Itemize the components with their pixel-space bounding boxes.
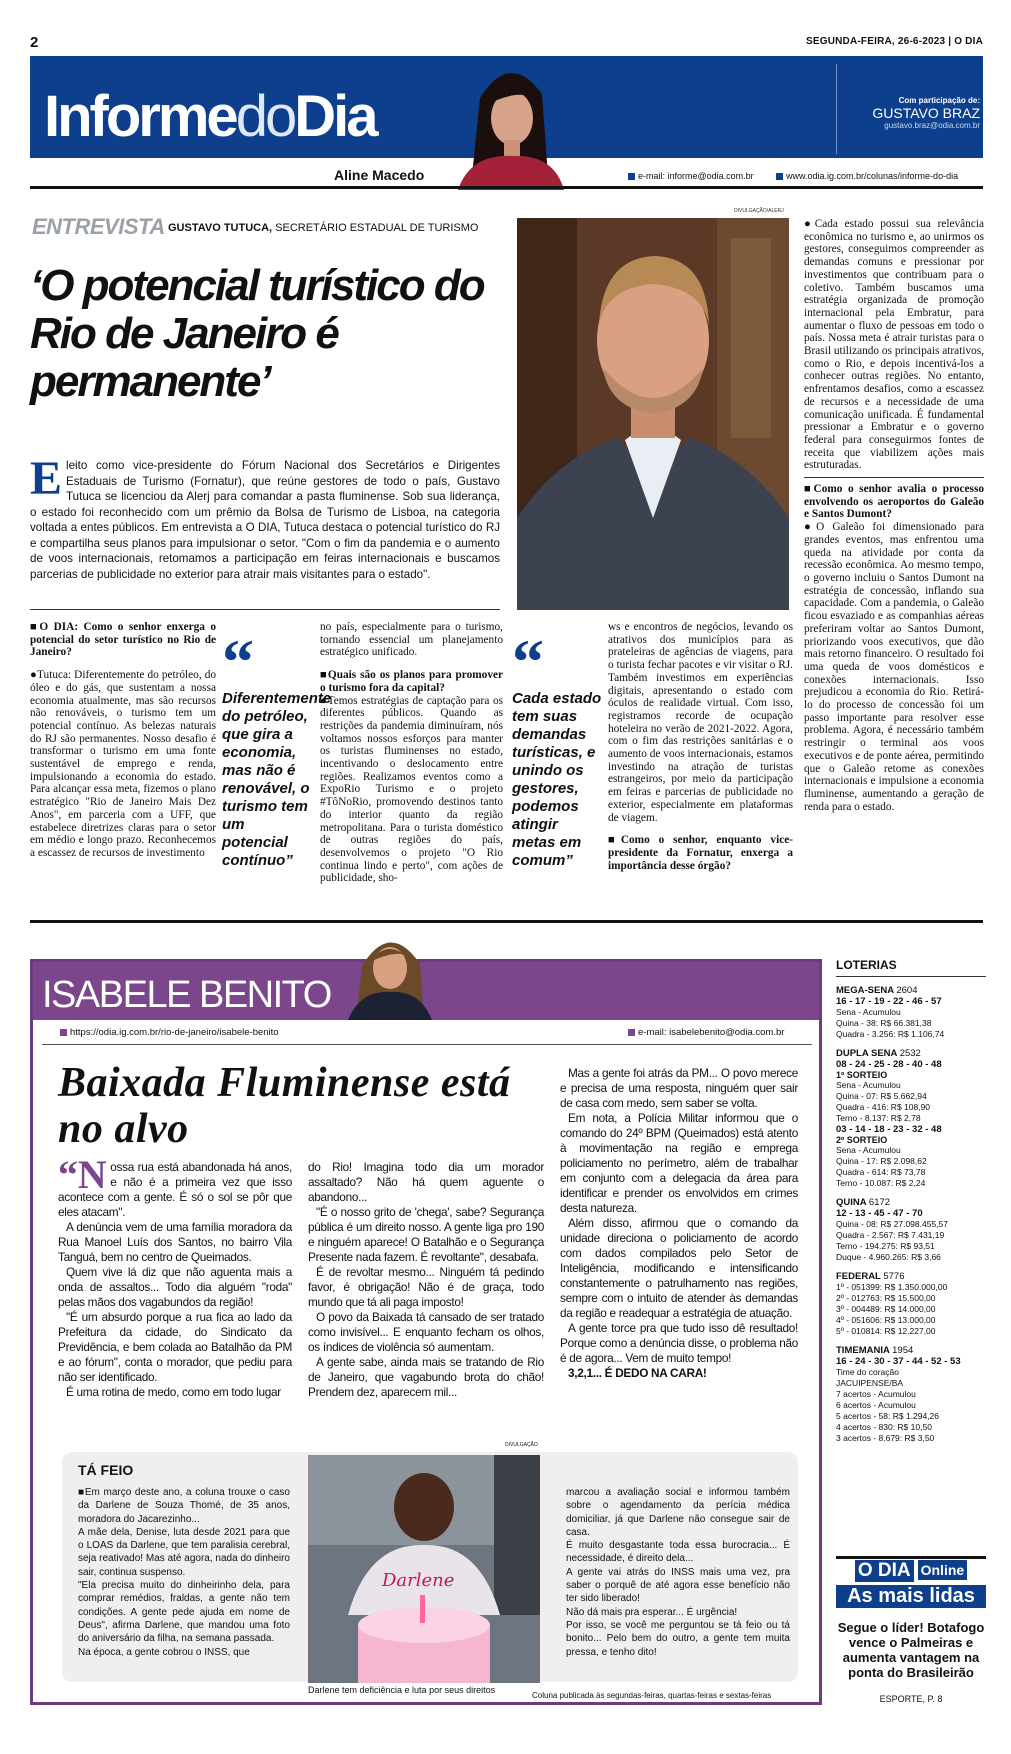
lottery-draw-number: 5776 [883,1271,905,1282]
lottery-numbers: 03 - 14 - 18 - 23 - 32 - 48 [836,1124,942,1135]
isabele-portrait [340,926,440,1020]
lottery-prize-line: 3º - 004489: R$ 14.000,00 [836,1304,936,1314]
interview-column-4: ●Cada estado possui sua relevância econômica no turismo e, ao unirmos os gestores, conseguimos compreender as demandas comuns e pressionar por investimentos que contribuam para o coletivo. Também buscamos uma estratégia organizada de promoção internacional pela Embratur, para aumentar o fluxo de pessoas em todo o país. Nossa meta é atrair turistas para o Brasil utilizando os principais atrativos, como o Rio, e depois incentivá-los a conhecer outras regiões. No entanto, enfrentamos desafios, como a escassez de recursos e a necessidade de uma comunicação unificada. É fundamental pressionar a Embratur e o governo federal para conseguirmos fontes de receita que viabilizem ações mais estruturadas. ■Como o senhor avalia o processo envolvendo os aeroportos do Galeão e Santos Dumont? ●O Galeão foi dimensionado para grandes eventos, mas enfrentou uma queda na atividade por conta da recessão econômica. Ao mesmo tempo, o governo incluiu o Santos Dumont na estratégia de concessão, inflando sua capacidade. Com a pandemia, o Galeão ficou esvaziado e as companhias aéreas preferiram voltar ao Santos Dumont, priorizando voos executivos, que dão mais retorno financeiro. O resultado foi uma queda de voos domésticos e conexões internacionais. Isso prejudicou a economia do Rio. Retirá-lo do processo de concessão foi um passo importante para resolver esse problema. Agora, é necessário também restringir o terminal aos voos executivos e de ponte aérea, permitindo que o Galeão retome as conexões internacionais e impulsione a economia fluminense, aumentando a geração de renda para o estado. [804,218,984,813]
lottery-prize-line: Terno - 194.275: R$ 93,51 [836,1241,935,1251]
interviewee-credit: GUSTAVO TUTUCA, SECRETÁRIO ESTADUAL DE TURISMO [168,222,479,234]
contributor-box [838,96,980,130]
section-rule [30,186,983,189]
header-divider [836,64,837,154]
contributor-label: Com participação de: [898,96,980,105]
lottery-prize-line: Time do coração [836,1367,899,1377]
lottery-prize-line: Terno - 10.087: R$ 2,24 [836,1178,926,1188]
isabele-rule [42,1044,812,1045]
isabele-column-2: do Rio! Imagina todo dia um morador assaltado? Não há quem aguente o abandono... "É o nosso grito de 'chega', sabe? Segurança pública é um direito nosso. A gente liga pro 190 e ninguém aparece! O Batalhão e o Segurança Presente nada fazem. É revoltante", desabafa. É de revoltar mesmo... Ninguém tá pedindo favor, é obrigação! Não é de graça, todo mundo que tá ali paga imposto! O povo da Baixada tá cansado de ser tratado como invisível... E enquanto fecham os olhos, os índices de violência só aumentam. A gente sabe, ainda mais se tratando de Rio de Janeiro, que vagabundo brota do chão! Prendem dez, aparecem mil... [308,1160,544,1399]
lottery-prize-line: 5 acertos - 58: R$ 1.294,26 [836,1411,940,1421]
lottery-game [836,1197,986,1263]
photo-credit: DIVULGAÇÃO/ALERJ [734,208,784,214]
lottery-game [836,1345,986,1444]
section-kicker: ENTREVISTA [32,214,165,239]
bullet-icon [776,173,783,180]
column-author: Aline Macedo [334,167,425,183]
interview-column-2: no país, especialmente para o turismo, tornando essencial um planejamento estratégico unificado. ■Quais são os planos para promover o turismo fora da capital? ●Temos estratégias de captação para os diferentes públicos. Quando as restrições da pandemia diminuíram, nós voltamos nossos esforços para manter os turistas fluminenses no estado, incentivando o deslocamento entre regiões. Realizamos eventos como a ExpoRio Turismo e o projeto #TôNoRio, promovendo destinos tanto do interior quanto da região metropolitana. Para o turista doméstico de outras regiões do país, desenvolvemos o projeto "O Rio continua lindo e perto", com ações de publicidade, sho- [320,621,503,885]
lottery-prize-line: 3 acertos - 8.679: R$ 3,50 [836,1433,935,1443]
page-number: 2 [30,34,39,51]
lottery-game-name [836,1345,986,1356]
interview-column-1: ■O DIA: Como o senhor enxerga o potencial do setor turístico no Rio de Janeiro? ●Tutuca: Diferentemente do petróleo, do óleo e do gás, que sustentam a nossa economia atualmente, mas são recursos não renováveis, o turismo tem um potencial contínuo. As belezas naturais do RJ são permanentes. Nosso desafio é transformar o turismo em uma fonte sustentável de emprego e renda, impulsionando a economia do estado. Para alcançar essa meta, fizemos o plano estratégico "Rio de Janeiro Mais Dez Anos", em parceria com a UFF, que estabelece diretrizes claras para o setor em médio e longo prazo. Reconhecemos a escassez de recursos de investimento [30,621,216,859]
isabele-headline: Baixada Fluminense está no alvo [58,1060,511,1152]
lottery-prize-line: Quadra - 416: R$ 108,90 [836,1102,931,1112]
isabele-column-1: “Nossa rua está abandonada há anos, e não é a primeira vez que isso acontece com a gente. É só o sol se pôr que eles atacam". A denúncia vem de uma família moradora da Rua Manoel Luís dos Santos, no bairro Vila Tanguá, bem no centro de Queimados. Quem vive lá diz que não aguenta mais a onda de assaltos... Todo dia alguém "roda" pelas mãos dos vagabundos da região! "É um absurdo porque a rua fica ao lado da Prefeitura da cidade, do Sindicato da Previdência, e bem colada ao Batalhão da PM e ao fórum", conta o morador, que pediu para não ser identificado. É uma rotina de medo, como em todo lugar [58,1152,292,1399]
lottery-numbers: 16 - 24 - 30 - 37 - 44 - 52 - 53 [836,1356,961,1367]
lottery-draw-number: 2604 [896,985,918,996]
lottery-prize-line: 4º - 051606: R$ 13.000,00 [836,1315,936,1325]
lottery-game-name [836,985,986,996]
lottery-prize-line: Sena - Acumulou [836,1080,901,1090]
lottery-prize-line: JACUIPENSE/BA [836,1378,904,1388]
lottery-game [836,1048,986,1189]
darlene-birthday-photo [308,1455,540,1683]
lottery-draw-number: 1954 [892,1345,914,1356]
lottery-prize-line: 6 acertos - Acumulou [836,1400,916,1410]
ta-feio-title: TÁ FEIO [78,1462,134,1478]
interviewee-photo [517,218,789,610]
lottery-subdraw: 2º SORTEIO [836,1135,888,1145]
column-site-link[interactable]: www.odia.ig.com.br/colunas/informe-do-dia [776,171,958,181]
lottery-numbers: 12 - 13 - 45 - 47 - 70 [836,1208,923,1219]
lottery-game-label: FEDERAL [836,1271,884,1282]
lottery-prize-line: 1º - 051399: R$ 1.350.000,00 [836,1282,948,1292]
interview-column-3: ws e encontros de negócios, levando os atrativos dos municípios para as prateleiras de agências de viagens, para o turista fechar pacotes e vir visitar o RJ. Também investimos em experiências digitais, apresentando o estado com óculos de realidade virtual. Com isso, registramos recorde de ocupação hoteleira no verão de 2021-2022. Agora, com o fim das restrições sanitárias e o aumento de voos internacionais, estamos investindo na atração de turistas estrangeiros, por meio da participação em feiras e parcerias de publicidade no exterior, especialmente em plataformas de viagem. ■Como o senhor, enquanto vice-presidente da Fornatur, enxerga a importância desse órgão? [608,621,793,872]
isabele-url-link[interactable]: https://odia.ig.com.br/rio-de-janeiro/isabele-benito [60,1027,279,1038]
quote-drop-cap: “N [58,1152,107,1197]
lottery-game-label: TIMEMANIA [836,1345,893,1356]
lottery-prize-line: Sena - Acumulou [836,1007,901,1017]
bullet-icon [628,1029,635,1036]
lottery-subdraw: 1º SORTEIO [836,1070,888,1080]
lottery-game [836,1271,986,1337]
lottery-prize-line: Quina - 08: R$ 27.098.455,57 [836,1219,948,1229]
online-brand: O DIA Online [836,1560,986,1582]
lottery-draw-number: 6172 [868,1197,891,1208]
lottery-prize-line: Duque - 4.960.265: R$ 3,66 [836,1252,941,1262]
dateline: SEGUNDA-FEIRA, 26-6-2023 | O DIA [805,36,983,47]
lottery-prize-line: Quadra - 614: R$ 73,78 [836,1167,926,1177]
contributor-name: GUSTAVO BRAZ [872,105,980,121]
lottery-numbers: 08 - 24 - 25 - 28 - 40 - 48 [836,1059,942,1070]
column-logo: InformedoDia [44,84,376,149]
interview-headline: ‘O potencial turístico do Rio de Janeiro é permanente’ [30,261,484,406]
online-page-ref: ESPORTE, P. 8 [879,1694,943,1704]
quote-mark-icon: “ [222,626,254,697]
section-rule [30,920,983,923]
isabele-email-link[interactable]: e-mail: isabelebenito@odia.com.br [628,1027,784,1038]
lottery-game-name [836,1271,986,1282]
drop-cap: E [30,452,63,505]
interview-lead: Eleito como vice-presidente do Fórum Nacional dos Secretários e Dirigentes Estaduais de Turismo (Fornatur), que reúne gestores de todo o país, Gustavo Tutuca se licenciou da Alerj para comandar a pasta fluminense. Sob sua liderança, o estado foi reconhecido com um prêmio da Bolsa de Turismo de Lisboa, na categoria voltada a entes públicos. Em entrevista a O DIA, Tutuca destaca o potencial turístico do RJ e compartilha seus planos para impulsionar o setor. "Com o fim da pandemia e o aumento de voos internacionais, retomamos a participação em feiras internacionais e buscamos parcerias de publicidade no exterior para atrair mais visitantes para o estado". [30,452,500,581]
bullet-icon [628,173,635,180]
lottery-prize-line: 7 acertos - Acumulou [836,1389,916,1399]
column-schedule-note: Coluna publicada às segundas-feiras, quartas-feiras e sextas-feiras [532,1691,772,1700]
column-email-link[interactable]: e-mail: informe@odia.com.br [628,171,754,181]
lottery-prize-line: Quadra - 2.567: R$ 7.431,19 [836,1230,945,1240]
lottery-prize-line: 5º - 010814: R$ 12.227,00 [836,1326,936,1336]
lottery-title: LOTERIAS [836,958,986,977]
lottery-prize-line: Quadra - 3.256: R$ 1.106,74 [836,1029,945,1039]
isabele-column-3: Mas a gente foi atrás da PM... O povo merece e precisa de uma resposta, ninguém quer sair de casa com medo, sem saber se volta. Em nota, a Polícia Militar informou que o comando do 24º BPM (Queimados) está atento à movimentação na região e emprega policiamento no perímetro, além de trabalhar em conjunto com a delegacia da área para identificar e prender os envolvidos em crimes desta natureza. Além disso, afirmou que o comando da unidade direciona o policiamento de acordo com dados compilados pelo Setor de Inteligência, modificando e intensificando constantemente o patrulhamento nas regiões, sempre com o intuito de atender às demandas da região e readequar a estratégia de atuação. A gente torce pra que tudo isso dê resultado! Porque como a denúncia disse, o problema não é de agora... Vem de muito tempo! 3,2,1... É DEDO NA CARA! [560,1066,798,1380]
pull-quote-1: “ Diferentemente do petróleo, que gira a economia, mas não é renovável, o turismo tem um potencial contínuo” [222,626,332,869]
lottery-prize-line: Terno - 8.137: R$ 2,78 [836,1113,921,1123]
photo-caption: Darlene tem deficiência e luta por seus direitos [308,1685,496,1695]
photo-credit: DIVULGAÇÃO [505,1442,538,1448]
lottery-prize-line: Quina - 07: R$ 5.662,94 [836,1091,927,1101]
isabele-column-title: ISABELE BENITO [42,974,331,1016]
pull-quote-2: “ Cada estado tem suas demandas turísticas, e unindo os gestores, podemos atingir metas em comum” [512,640,604,870]
lottery-game-label: MEGA-SENA [836,985,897,996]
contributor-email: gustavo.braz@odia.com.br [884,121,980,130]
lottery-draw-number: 2532 [899,1048,921,1059]
interview-rule [30,609,500,610]
cake-lettering: Darlene [382,1570,455,1591]
lottery-game [836,985,986,1040]
lottery-prize-line: 4 acertos - 830: R$ 10,50 [836,1422,932,1432]
lottery-game-label: DUPLA SENA [836,1048,900,1059]
lottery-prize-line: Quina - 38: R$ 66.381,38 [836,1018,932,1028]
quote-mark-icon: “ [512,626,544,697]
lottery-prize-line: 2º - 012763: R$ 15.500,00 [836,1293,936,1303]
lottery-results [836,958,986,1452]
online-most-read: As mais lidas [836,1585,986,1608]
author-portrait [440,58,580,190]
ta-feio-column-1: ■Em março deste ano, a coluna trouxe o caso da Darlene de Souza Thomé, de 35 anos, moradora do Jacarezinho... A mãe dela, Denise, luta desde 2021 para que o LOAS da Darlene, que tem paralisia cerebral, seja reativado! Mas até agora, nada do dinheiro sair, continua suspenso. "Ela precisa muito do dinheirinho dela, para comprar remédios, fraldas, a gente não tem condições. A gente pede ajuda em nome de Deus", afirma Darlene, que mandou uma foto do aniversário da filha, na semana passada. Na época, a gente cobrou o INSS, que [78,1487,290,1658]
bullet-icon [60,1029,67,1036]
online-headline-link[interactable]: Segue o líder! Botafogo vence o Palmeiras e aumenta vantagem na ponta do Brasileirão [837,1620,985,1680]
lottery-numbers: 16 - 17 - 19 - 22 - 46 - 57 [836,996,942,1007]
ta-feio-column-2: marcou a avaliação social e informou também sobre o agendamento da perícia médica domiciliar, já que Darlene não consegue sair de casa. É muito desgastante toda essa burocracia... É necessidade, é direito dela... A gente vai atrás do INSS mais uma vez, pra saber o porquê de até agora esse benefício não ter sido liberado! Não dá mais pra esperar... É urgência! Por isso, se você me perguntou se tá feio ou tá bonito... Pelo bem do outro, a gente tem muita pressa, e tenho dito! [566,1487,790,1658]
lottery-game-label: QUINA [836,1197,869,1208]
lottery-prize-line: Sena - Acumulou [836,1145,901,1155]
lottery-game-name [836,1197,986,1208]
lottery-game-name [836,1048,986,1059]
lottery-prize-line: Quina - 17: R$ 2.098,62 [836,1156,927,1166]
